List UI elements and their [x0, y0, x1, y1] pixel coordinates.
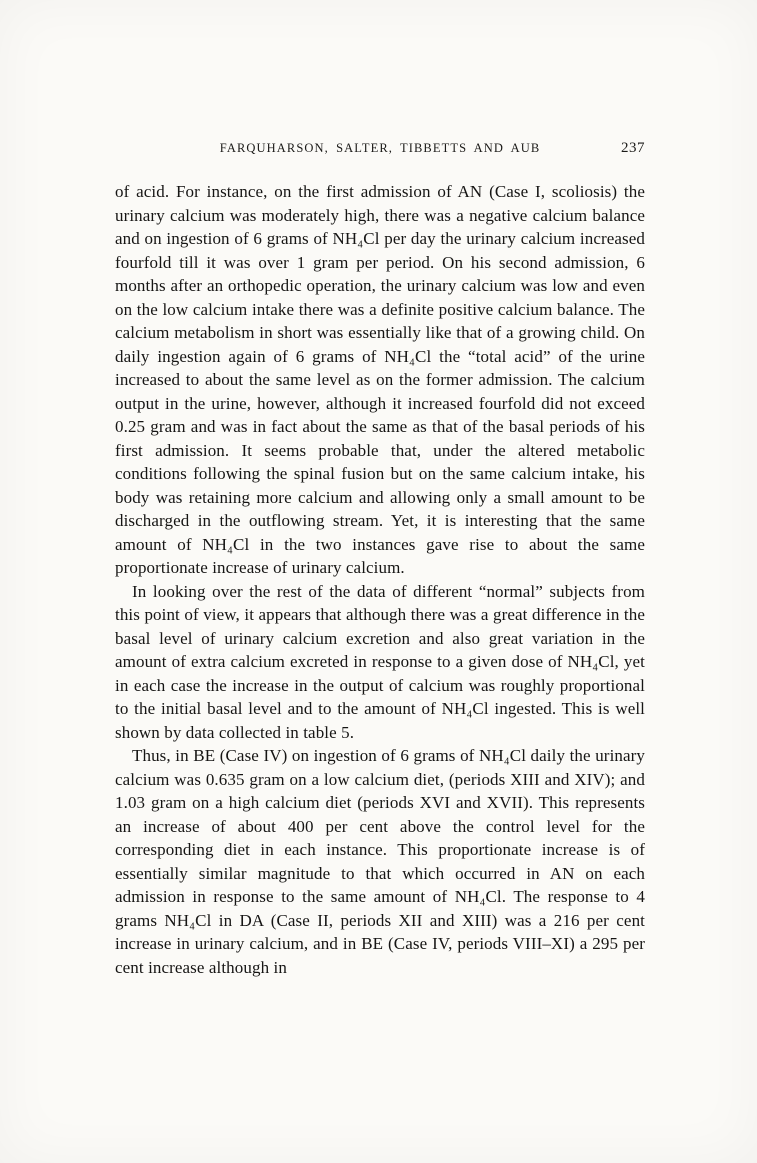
page-number: 237: [621, 140, 645, 156]
running-title: FARQUHARSON, SALTER, TIBBETTS AND AUB: [219, 141, 541, 155]
paragraph: In looking over the rest of the data of different “normal” subjects from this point of view, it appears that although there was a great difference in the basal level of urinary calcium excretion and also great variation in the amount of extra calcium excreted in response to a given dose of NH₄Cl, yet in each case the increase in the output of calcium was roughly proportional to the initial basal level and to the amount of NH₄Cl ingested. This is well shown by data collected in table 5.: [115, 581, 645, 742]
paragraph: Thus, in BE (Case IV) on ingestion of 6 grams of NH₄Cl daily the urinary calcium was 0.635 gram on a low calcium diet, (periods XIII and XIV); and 1.03 gram on a high calcium diet (periods XVI and XVII). This represents an increase of about 400 per cent above the control level for the corresponding diet in each instance. This proportionate increase is of essentially similar magnitude to that which occurred in AN on each admission in response to the same amount of NH₄Cl. The response to 4 grams NH₄Cl in DA (Case II, periods XII and XIII) was a 216 per cent increase in urinary calcium, and in BE (Case IV, periods VIII–XI) a 295 per cent increase although in: [115, 746, 645, 977]
page-header: [115, 141, 645, 159]
page-body: [115, 180, 645, 979]
paragraph-continuation: of acid. For instance, on the first admission of AN (Case I, scoliosis) the urinary calcium was moderately high, there was a negative calcium balance and on ingestion of 6 grams of NH₄Cl per day the urinary calcium increased fourfold till it was over 1 gram per period. On his second admission, 6 months after an orthopedic operation, the urinary calcium was low and even on the low calcium intake there was a definite positive calcium balance. The calcium metabolism in short was essentially like that of a growing child. On daily ingestion again of 6 grams of NH₄Cl the “total acid” of the urine increased to about the same level as on the former admission. The calcium output in the urine, however, although it increased fourfold did not exceed 0.25 gram and was in fact about the same as that of the basal periods of his first admission. It seems probable that, under the altered metabolic conditions following the spinal fusion but on the same calcium intake, his body was retaining more calcium and allowing only a small amount to be discharged in the outflowing stream. Yet, it is interesting that the same amount of NH₄Cl in the two instances gave rise to about the same proportionate increase of urinary calcium.: [115, 182, 645, 577]
